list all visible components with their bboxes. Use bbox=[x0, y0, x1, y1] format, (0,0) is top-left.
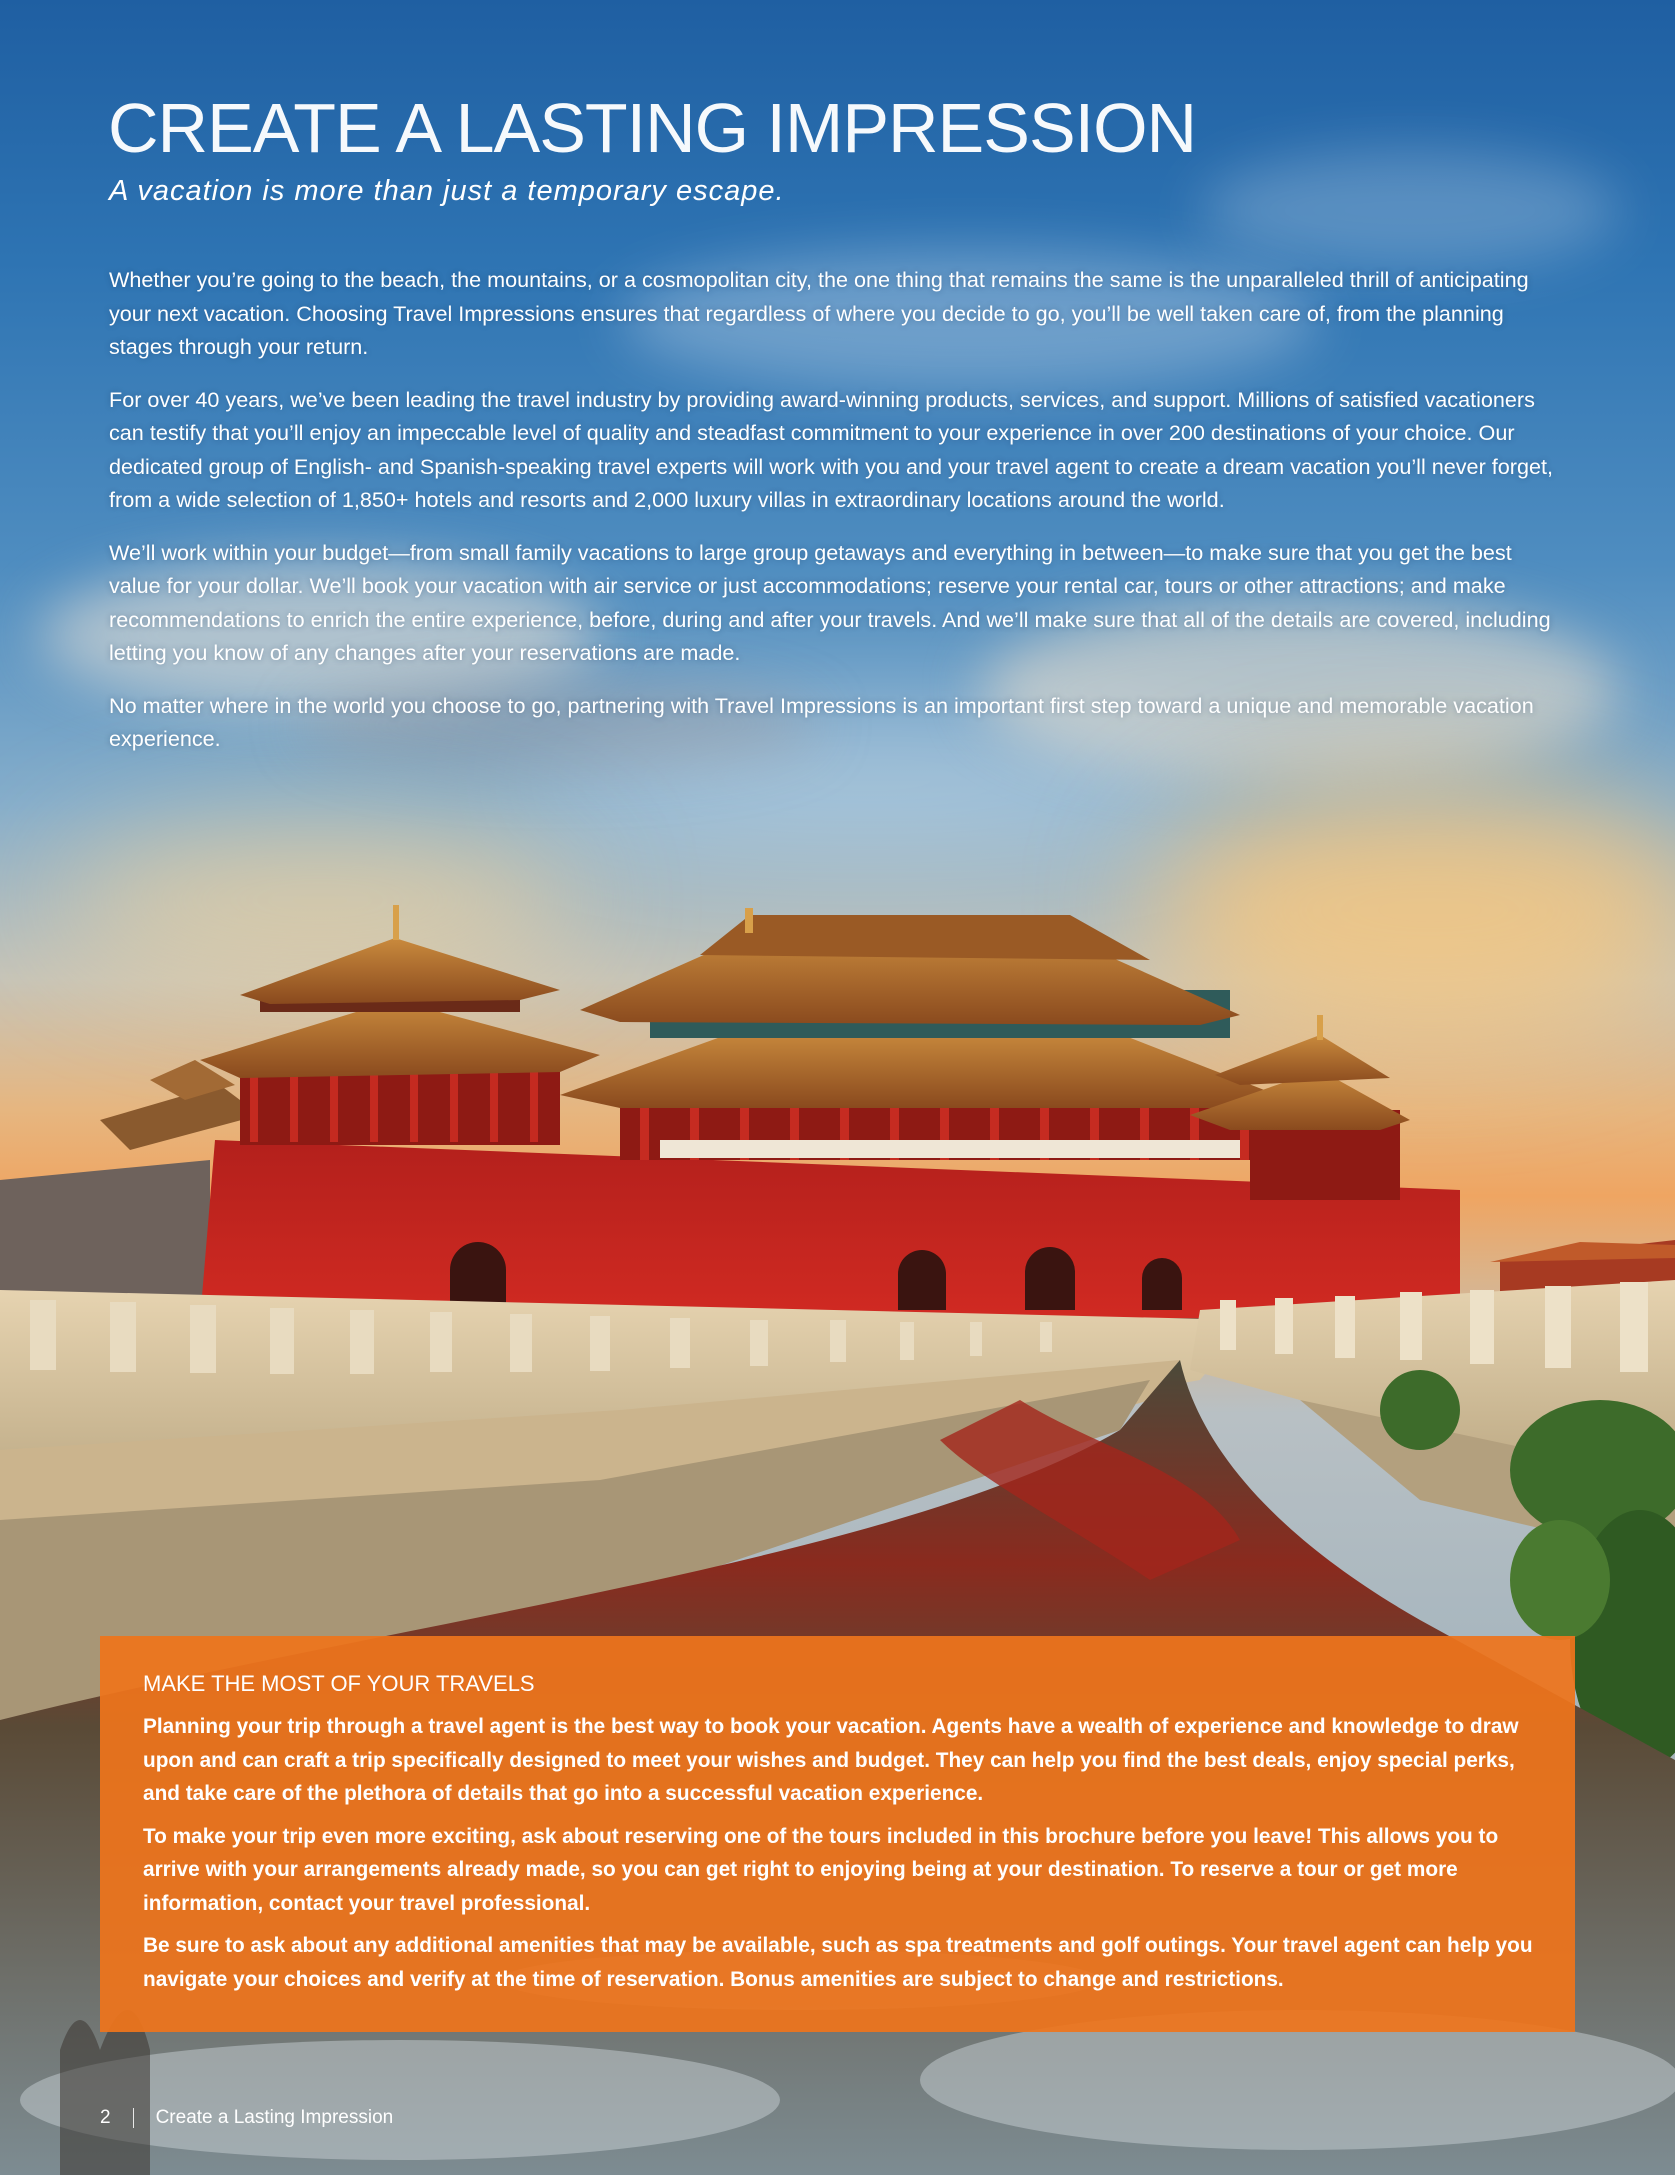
intro-paragraph: Whether you’re going to the beach, the mountains, or a cosmopolitan city, the one thing that remains the same is the unparalleled thrill of anticipating your next vacation. Choosing Travel Impressions ensures that regardless of where you decide to go, you’ll be well taken care of, from the planning stages through your return. bbox=[109, 267, 1529, 359]
intro-text bbox=[109, 263, 1559, 775]
callout-paragraph: To make your trip even more exciting, ask about reserving one of the tours included in this brochure before you leave! This allows you to arrive with your arrangements already made, so you can get right to enjoying being at your destination. To reserve a tour or get more information, contact your travel professional. bbox=[143, 1824, 1499, 1915]
right-pavilion bbox=[1190, 1015, 1410, 1200]
callout-paragraph: Be sure to ask about any additional amenities that may be available, such as spa treatments and golf outings. Your travel agent can help you navigate your choices and verify at the time of reservation. Bonus amenities are subject to change and restrictions. bbox=[143, 1934, 1533, 1991]
gate-arch bbox=[1025, 1247, 1075, 1310]
footer-section-title: Create a Lasting Impression bbox=[155, 2107, 394, 2128]
intro-paragraph: No matter where in the world you choose to go, partnering with Travel Impressions is an important first step toward a unique and memorable vacation experience. bbox=[109, 692, 1534, 751]
travels-callout-box bbox=[100, 1636, 1575, 2032]
page-subtitle: A vacation is more than just a temporary escape. bbox=[109, 175, 785, 207]
intro-paragraph: For over 40 years, we’ve been leading the travel industry by providing award-winning products, services, and support. Millions of satisfied vacationers can testify that you’ll enjoy an impeccable level of quality and steadfast commitment to your experience in over 200 destinations of your choice. Our dedicated group of English- and Spanish-speaking travel experts will work with you and your travel agent to create a dream vacation you’ll never forget, from a wide selection of 1,850+ hotels and resorts and 2,000 luxury villas in extraordinary locations around the world. bbox=[109, 386, 1553, 512]
callout-title: MAKE THE MOST OF YOUR TRAVELS bbox=[143, 1671, 535, 1696]
page-number: 2 bbox=[100, 2107, 111, 2128]
page-footer bbox=[100, 2105, 393, 2131]
footer-divider bbox=[133, 2108, 134, 2128]
gate-arch bbox=[1142, 1258, 1182, 1310]
gate-arch bbox=[898, 1250, 946, 1310]
page-title: CREATE A LASTING IMPRESSION bbox=[108, 89, 1197, 167]
gate-arch bbox=[450, 1242, 506, 1310]
left-pavilion bbox=[200, 905, 600, 1145]
callout-body bbox=[143, 1710, 1543, 2005]
callout-paragraph: Planning your trip through a travel agent is the best way to book your vacation. Agents have a wealth of experience and knowledge to draw upon and can craft a trip specifically designed to meet your wishes and budget. They can help you find the best deals, enjoy special perks, and take care of the plethora of details that go into a successful vacation experience. bbox=[143, 1715, 1519, 1805]
main-hall bbox=[560, 908, 1290, 1160]
intro-paragraph: We’ll work within your budget—from small family vacations to large group getaways and everything in between—to make sure that you get the best value for your dollar. We’ll book your vacation with air service or just accommodations; reserve your rental car, tours or other attractions; and make recommendations to enrich the entire experience, before, during and after your travels. And we’ll make sure that all of the details are covered, including letting you know of any changes after your reservations are made. bbox=[109, 539, 1551, 665]
